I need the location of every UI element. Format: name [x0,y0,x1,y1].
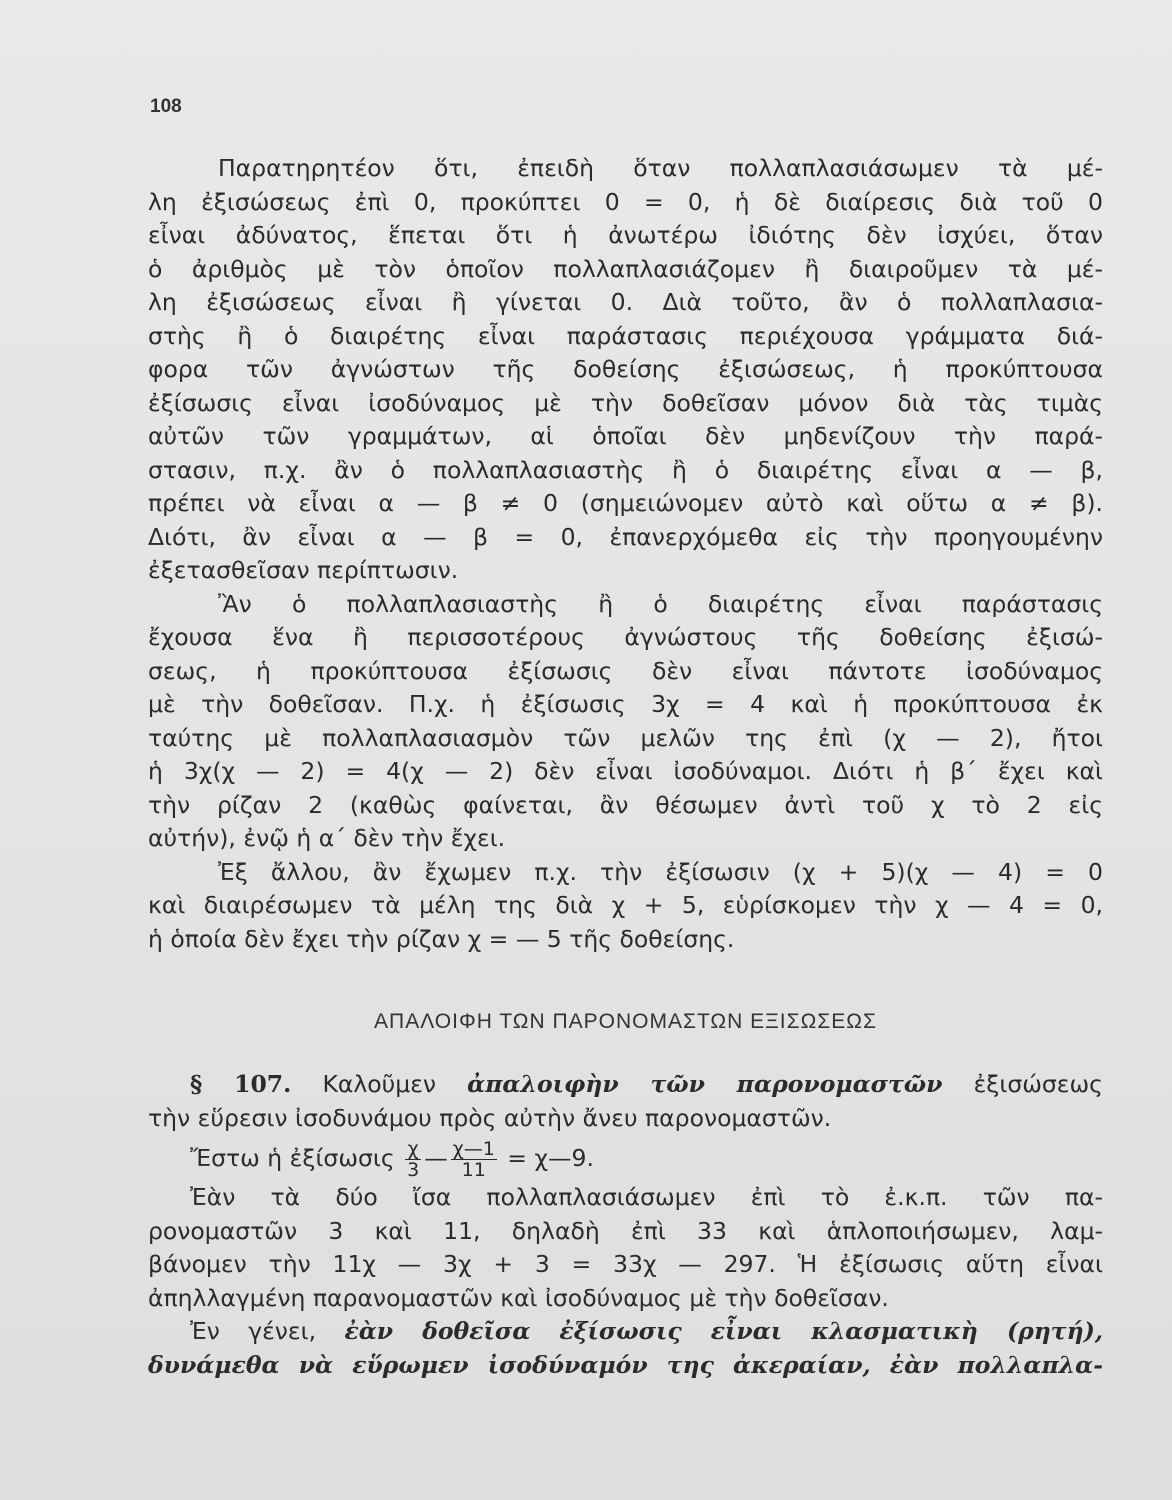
fraction-numerator: χ—1 [452,1138,495,1160]
equation-lead: Ἔστω ἡ ἐξίσωσις [190,1144,395,1172]
text-line: ἡ 3χ(χ — 2) = 4(χ — 2) δὲν εἶναι ἰσοδύναμοι. Διότι ἡ β΄ ἔχει καὶ [148,757,1103,785]
text-line: στὴς ἢ ὁ διαιρέτης εἶναι παράστασις περιέχουσα γράμματα διά- [148,321,1103,350]
definition-line [148,1068,1103,1102]
paragraph-4 [148,1181,1103,1315]
text-line: ἡ ὁποία δὲν ἔχει τὴν ρίζαν χ = — 5 τῆς δοθείσης. [148,924,735,953]
fraction-x-over-3 [405,1139,421,1180]
paragraph-3 [148,856,1103,957]
paragraph-2 [148,588,1103,856]
text-line: ρονομαστῶν 3 καὶ 11, δηλαδὴ ἐπὶ 33 καὶ ἁπλοποιήσωμεν, λαμ- [148,1216,1103,1245]
text-line [148,1315,1103,1349]
minus-sign: — [424,1144,448,1172]
page-number: 108 [150,96,182,117]
text-line: Ἐξ ἄλλου, ἂν ἔχωμεν π.χ. τὴν ἐξίσωσιν (χ + 5)(χ — 4) = 0 [218,857,1103,886]
text-line: μὲ τὴν δοθεῖσαν. Π.χ. ἡ ἐξίσωσις 3χ = 4 καὶ ἡ προκύπτουσα ἐκ [148,690,1103,718]
definition-lead: Καλοῦμεν [322,1070,437,1098]
main-text [148,152,1103,956]
text-line: αὐτήν), ἐνῷ ἡ α΄ δὲν τὴν ἔχει. [148,824,506,852]
section-number: § 107. [190,1070,292,1098]
emphasized-text: δυνάμεθα νὰ εὕρωμεν ἰσοδύναμόν της ἀκεραίαν, ἐὰν πολλαπλα- [148,1350,1103,1379]
text-line: ἔχουσα ἕνα ἢ περισσοτέρους ἀγνώστους τῆς δοθείσης ἐξισώ- [148,623,1103,651]
definition-tail: ἐξισώσεως [973,1070,1103,1098]
general-lead: Ἐν γένει, [190,1317,317,1345]
text-line: αὐτῶν τῶν γραμμάτων, αἱ ὁποῖαι δὲν μηδενίζουν τὴν παρά- [148,422,1103,450]
section-heading: ΑΠΑΛΟΙΦΗ ΤΩΝ ΠΑΡΟΝΟΜΑΣΤΩΝ ΕΞΙΣΩΣΕΩΣ [374,1010,877,1033]
text-line: ταύτης μὲ πολλαπλασιασμὸν τῶν μελῶν της ἐπὶ (χ — 2), ἤτοι [148,723,1103,752]
emphasized-text: ἐὰν δοθεῖσα ἐξίσωσις εἶναι κλασματικὴ (ρητή), [344,1317,1103,1345]
paragraph-5 [148,1315,1103,1382]
paragraph-1 [148,152,1103,588]
text-line: πρέπει νὰ εἶναι α — β ≠ 0 (σημειώνομεν αὐτὸ καὶ οὕτω α ≠ β). [148,489,1103,517]
text-line: λη ἐξισώσεως εἶναι ἢ γίνεται 0. Διὰ τοῦτο, ἂν ὁ πολλαπλασια- [148,288,1103,316]
text-line: λη ἐξισώσεως ἐπὶ 0, προκύπτει 0 = 0, ἡ δὲ διαίρεσις διὰ τοῦ 0 [148,187,1103,216]
text-line: στασιν, π.χ. ἂν ὁ πολλαπλασιαστὴς ἢ ὁ διαιρέτης εἶναι α — β, [148,455,1103,484]
fraction-x-minus-1-over-11 [451,1139,497,1180]
text-line: φορα τῶν ἀγνώστων τῆς δοθείσης ἐξισώσεως, ἡ προκύπτουσα [148,355,1103,383]
equation-rhs: = χ—9. [507,1144,594,1172]
fraction-denominator: 11 [461,1159,486,1181]
text-line: ἐξετασθεῖσαν περίπτωσιν. [148,556,459,584]
text-line: σεως, ἡ προκύπτουσα ἐξίσωσις δὲν εἶναι πάντοτε ἰσοδύναμος [148,656,1103,685]
defined-term: ἀπαλοιφὴν τῶν παρονομαστῶν [467,1070,943,1098]
text-line: εἶναι ἀδύνατος, ἕπεται ὅτι ἡ ἀνωτέρω ἰδιότης δὲν ἰσχύει, ὅταν [148,221,1103,249]
text-line: ἐξίσωσις εἶναι ἰσοδύναμος μὲ τὴν δοθεῖσαν μόνον διὰ τὰς τιμὰς [148,388,1103,417]
text-line: τὴν εὕρεσιν ἰσοδυνάμου πρὸς αὐτὴν ἄνευ παρονομαστῶν. [148,1103,832,1132]
fraction-denominator: 3 [407,1159,420,1181]
text-line: καὶ διαιρέσωμεν τὰ μέλη της διὰ χ + 5, εὑρίσκομεν τὴν χ — 4 = 0, [148,891,1103,919]
text-line: βάνομεν τὴν 11χ — 3χ + 3 = 33χ — 297. Ἡ ἐξίσωσις αὕτη εἶναι [148,1250,1103,1278]
section-107 [148,1068,1103,1382]
definition-paragraph [148,1068,1103,1135]
text-line: Ἂν ὁ πολλαπλασιαστὴς ἢ ὁ διαιρέτης εἶναι παράστασις [218,589,1103,618]
text-line: Διότι, ἂν εἶναι α — β = 0, ἐπανερχόμεθα εἰς τὴν προηγουμένην [148,522,1103,551]
text-line: τὴν ρίζαν 2 (καθὼς φαίνεται, ἂν θέσωμεν ἀντὶ τοῦ χ τὸ 2 εἰς [148,790,1103,819]
text-line: ἀπηλλαγμένη παρανομαστῶν καὶ ἰσοδύναμος μὲ τὴν δοθεῖσαν. [148,1283,889,1312]
text-line: ὁ ἀριθμὸς μὲ τὸν ὁποῖον πολλαπλασιάζομεν ἢ διαιροῦμεν τὰ μέ- [148,254,1103,283]
text-line: Ἐὰν τὰ δύο ἴσα πολλαπλασιάσωμεν ἐπὶ τὸ ἐ.κ.π. τῶν πα- [190,1183,1103,1211]
fraction-numerator: χ [405,1139,421,1160]
text-line: Παρατηρητέον ὅτι, ἐπειδὴ ὅταν πολλαπλασιάσωμεν τὰ μέ- [218,154,1103,182]
equation-line [148,1135,1103,1181]
